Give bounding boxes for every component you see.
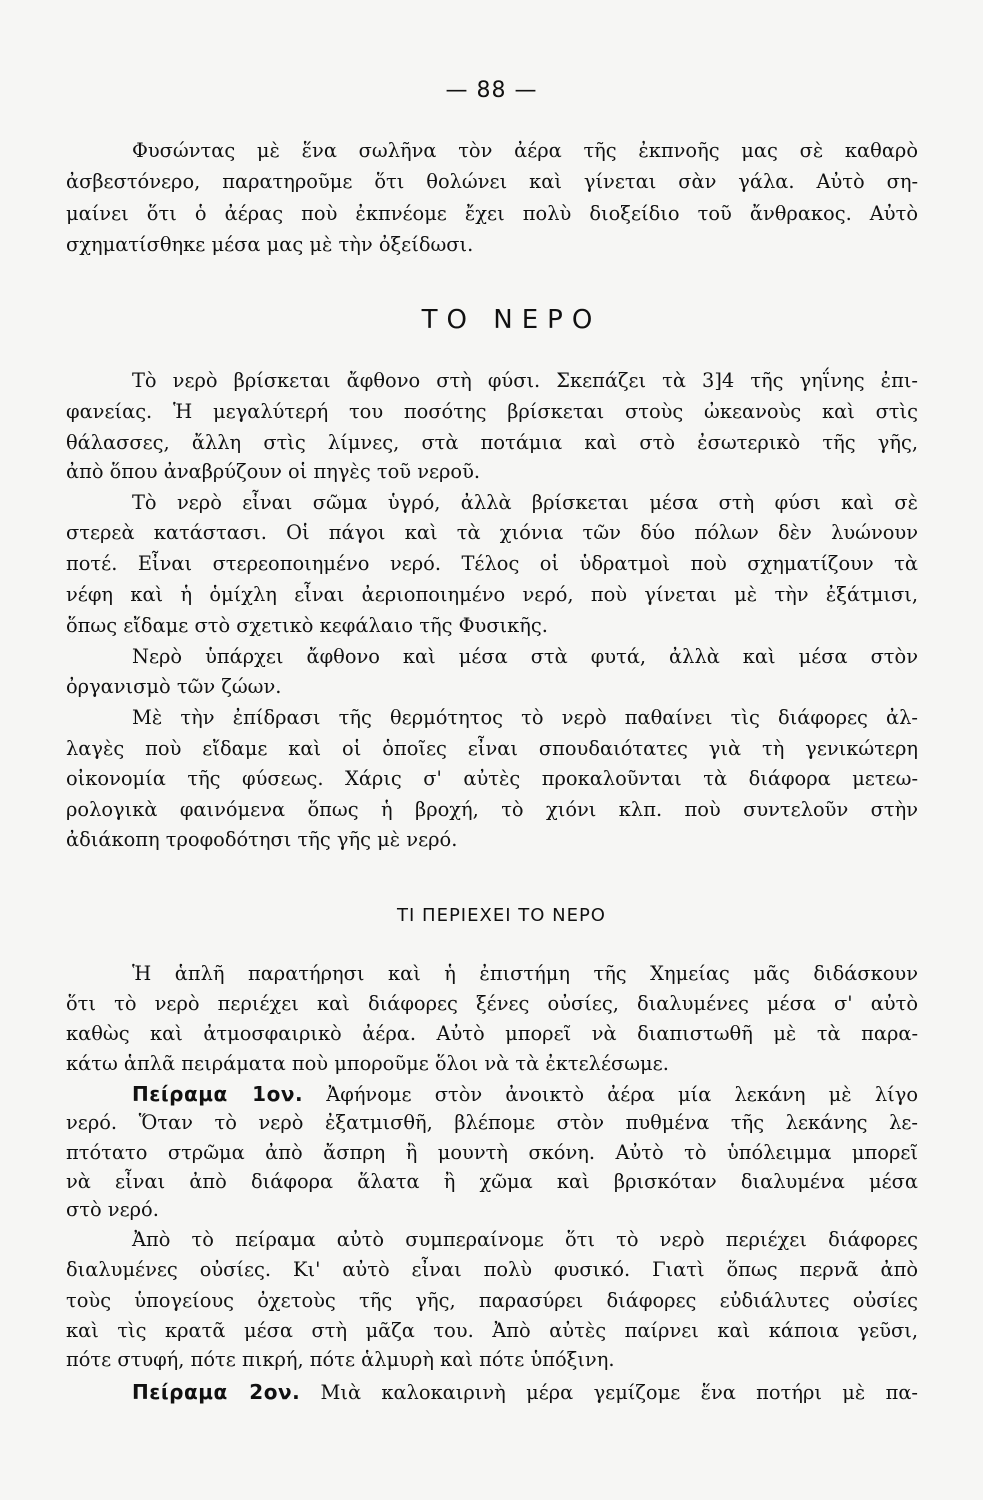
- text-line: οἰκονομία τῆς φύσεως. Χάρις σ' αὐτὲς προκαλοῦνται τὰ διάφορα μετεω-: [66, 767, 918, 790]
- text-line: Ἡ ἁπλῆ παρατήρησι καὶ ἡ ἐπιστήμη τῆς Χημείας μᾶς διδάσκουν: [132, 962, 918, 985]
- experiment-2-text: Μιὰ καλοκαιρινὴ μέρα γεμίζομε ἕνα ποτήρι μὲ πα-: [320, 1381, 918, 1404]
- text-line: ὅπως εἴδαμε στὸ σχετικὸ κεφάλαιο τῆς Φυσικῆς.: [66, 614, 548, 637]
- text-line: καὶ τὶς κρατᾶ μέσα στὴ μᾶζα του. Ἀπὸ αὐτὲς παίρνει καὶ κάποια γεῦσι,: [66, 1319, 918, 1342]
- text-line: ρολογικὰ φαινόμενα ὅπως ἡ βροχή, τὸ χιόνι κλπ. ποὺ συντελοῦν στὴν: [66, 798, 918, 821]
- experiment-1-text: Ἀφήνομε στὸν ἀνοικτὸ ἀέρα μία λεκάνη μὲ λίγο: [326, 1083, 918, 1106]
- text-line: σχηματίσθηκε μέσα μας μὲ τὴν ὀξείδωσι.: [66, 233, 474, 256]
- text-line: Τὸ νερὸ βρίσκεται ἄφθονο στὴ φύσι. Σκεπάζει τὰ 3]4 τῆς γηΐνης ἐπι-: [132, 369, 918, 392]
- text-line: καθὼς καὶ ἀτμοσφαιρικὸ ἀέρα. Αὐτὸ μπορεῖ νὰ διαπιστωθῆ μὲ τὰ παρα-: [66, 1022, 918, 1045]
- experiment-1-line: [132, 1080, 918, 1109]
- text-line: ὅτι τὸ νερὸ περιέχει καὶ διάφορες ξένες οὐσίες, διαλυμένες μέσα σ' αὐτὸ: [66, 992, 918, 1015]
- text-line: μαίνει ὅτι ὁ ἀέρας ποὺ ἐκπνέομε ἔχει πολὺ διοξείδιο τοῦ ἄνθρακος. Αὐτὸ: [66, 202, 918, 225]
- text-line: τοὺς ὑπογείους ὀχετοὺς τῆς γῆς, παρασύρει διάφορες εὐδιάλυτες οὐσίες: [66, 1289, 918, 1312]
- experiment-2-label: Πείραμα 2ον.: [132, 1380, 301, 1404]
- text-line: νέφη καὶ ἡ ὁμίχλη εἶναι ἀεριοποιημένο νερό, ποὺ γίνεται μὲ τὴν ἐξάτμισι,: [66, 583, 918, 606]
- text-line: ὀργανισμὸ τῶν ζώων.: [66, 675, 282, 698]
- text-line: Μὲ τὴν ἐπίδρασι τῆς θερμότητος τὸ νερὸ παθαίνει τὶς διάφορες ἀλ-: [132, 706, 918, 729]
- text-line: Τὸ νερὸ εἶναι σῶμα ὑγρό, ἀλλὰ βρίσκεται μέσα στὴ φύσι καὶ σὲ: [132, 491, 918, 514]
- text-line: νερό. Ὅταν τὸ νερὸ ἐξατμισθῆ, βλέπομε στὸν πυθμένα τῆς λεκάνης λε-: [66, 1111, 918, 1134]
- experiment-1-label: Πείραμα 1ον.: [132, 1082, 304, 1106]
- text-line: ποτέ. Εἶναι στερεοποιημένο νερό. Τέλος οἱ ὑδρατμοὶ ποὺ σχηματίζουν τὰ: [66, 552, 918, 575]
- text-line: νὰ εἶναι ἀπὸ διάφορα ἅλατα ἢ χῶμα καὶ βρισκόταν διαλυμένα μέσα: [66, 1170, 918, 1193]
- text-line: Φυσώντας μὲ ἕνα σωλῆνα τὸν ἀέρα τῆς ἐκπνοῆς μας σὲ καθαρὸ: [132, 139, 918, 162]
- text-line: κάτω ἁπλᾶ πειράματα ποὺ μποροῦμε ὅλοι νὰ τὰ ἐκτελέσωμε.: [66, 1052, 669, 1075]
- text-line: ἀσβεστόνερο, παρατηροῦμε ὅτι θολώνει καὶ γίνεται σὰν γάλα. Αὐτὸ ση-: [66, 170, 918, 193]
- text-line: πότε στυφή, πότε πικρή, πότε ἁλμυρὴ καὶ πότε ὑπόξινη.: [66, 1348, 615, 1371]
- text-line: ἀπὸ ὅπου ἀναβρύζουν οἱ πηγὲς τοῦ νεροῦ.: [66, 460, 481, 483]
- section-heading: ΤΟ ΝΕΡΟ: [421, 305, 602, 335]
- page-number: — 88 —: [445, 78, 538, 103]
- text-line: θάλασσες, ἄλλη στὶς λίμνες, στὰ ποτάμια καὶ στὸ ἐσωτερικὸ τῆς γῆς,: [66, 431, 918, 454]
- text-line: λαγὲς ποὺ εἴδαμε καὶ οἱ ὁποῖες εἶναι σπουδαιότατες γιὰ τὴ γενικώτερη: [66, 737, 918, 760]
- text-line: φανείας. Ἡ μεγαλύτερή του ποσότης βρίσκεται στοὺς ὠκεανοὺς καὶ στὶς: [66, 400, 918, 423]
- text-line: Νερὸ ὑπάρχει ἄφθονο καὶ μέσα στὰ φυτά, ἀλλὰ καὶ μέσα στὸν: [132, 645, 918, 668]
- section-heading: ΤΙ ΠΕΡΙΕΧΕΙ ΤΟ ΝΕΡΟ: [397, 905, 606, 926]
- text-line: ἀδιάκοπη τροφοδότησι τῆς γῆς μὲ νερό.: [66, 828, 458, 851]
- text-line: στὸ νερό.: [66, 1198, 159, 1221]
- text-line: διαλυμένες οὐσίες. Κι' αὐτὸ εἶναι πολὺ φυσικό. Γιατὶ ὅπως περνᾶ ἀπὸ: [66, 1258, 918, 1281]
- text-line: στερεὰ κατάστασι. Οἱ πάγοι καὶ τὰ χιόνια τῶν δύο πόλων δὲν λυώνουν: [66, 521, 918, 544]
- text-line: πτότατο στρῶμα ἀπὸ ἄσπρη ἢ μουντὴ σκόνη. Αὐτὸ τὸ ὑπόλειμμα μπορεῖ: [66, 1141, 918, 1164]
- experiment-2-line: [132, 1378, 918, 1407]
- text-line: Ἀπὸ τὸ πείραμα αὐτὸ συμπεραίνομε ὅτι τὸ νερὸ περιέχει διάφορες: [132, 1228, 918, 1251]
